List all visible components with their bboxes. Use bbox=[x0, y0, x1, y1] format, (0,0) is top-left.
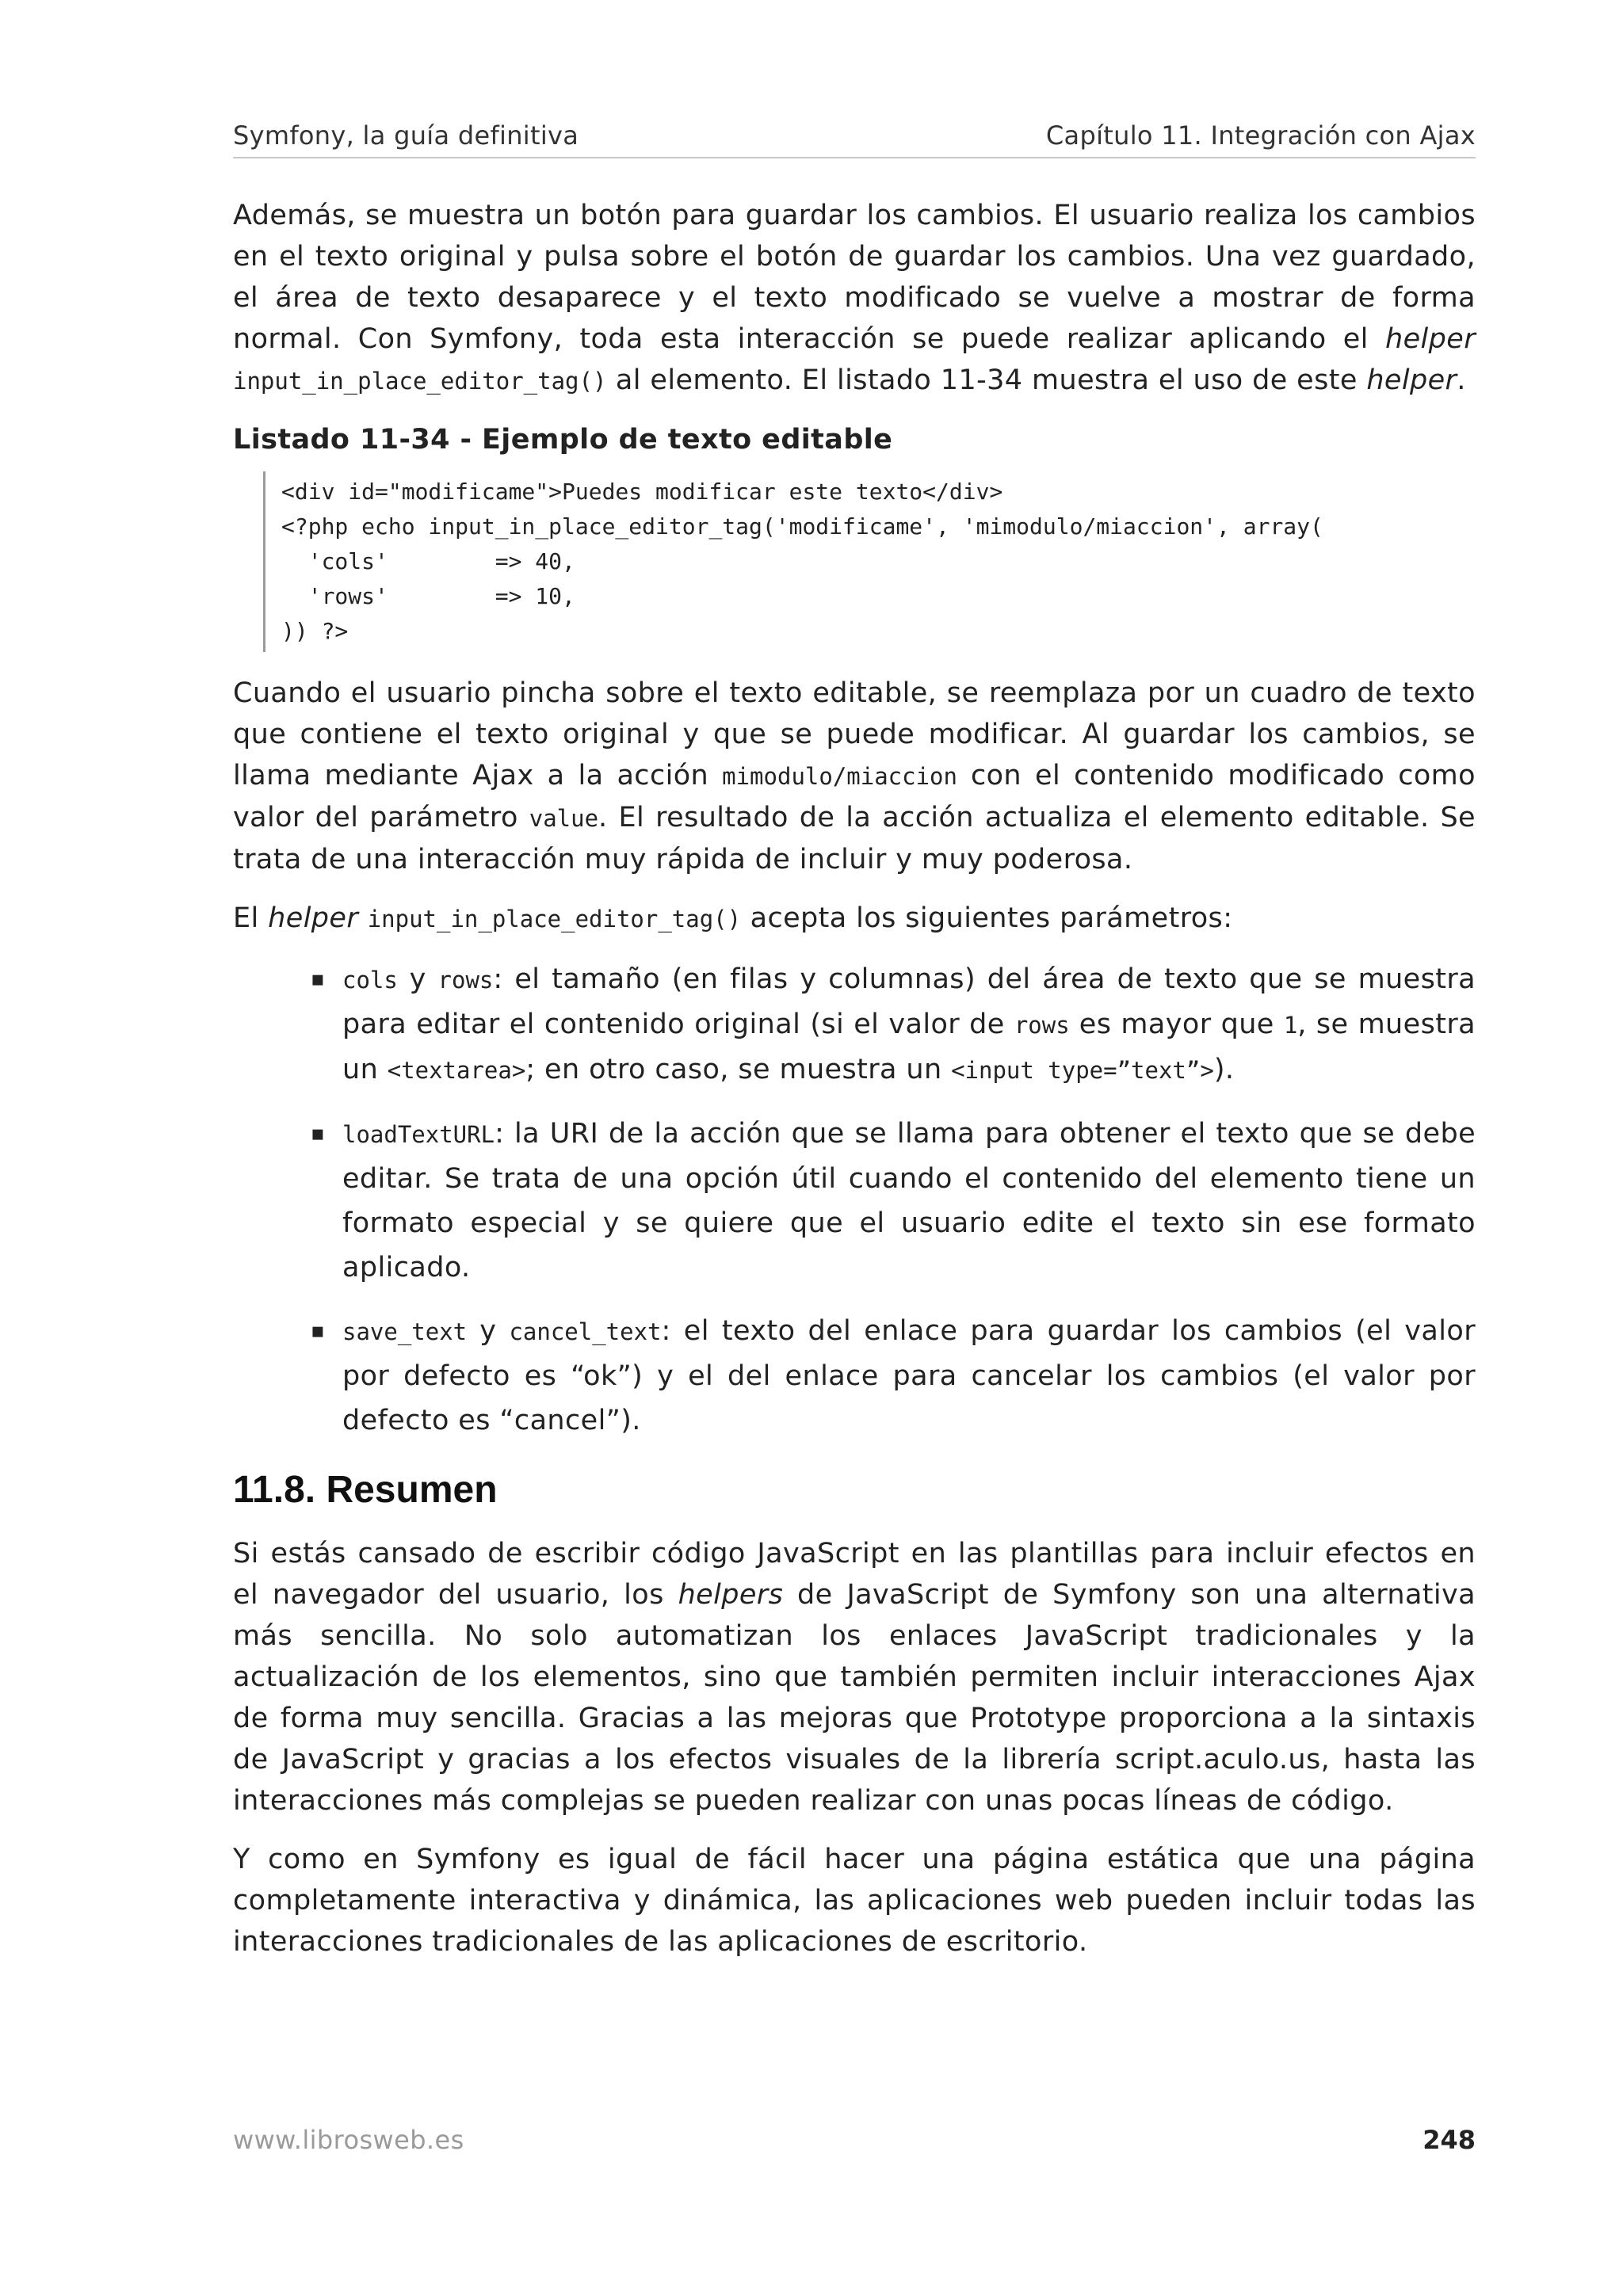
inline-code: rows bbox=[437, 967, 494, 994]
text-run: al elemento. El listado 11-34 muestra el uso de este bbox=[606, 364, 1367, 396]
parameter-list bbox=[233, 957, 1476, 1443]
text-run: ; en otro caso, se muestra un bbox=[525, 1054, 952, 1085]
paragraph-intro bbox=[233, 195, 1476, 402]
code-line: <div id="modificame">Puedes modificar este texto</div> bbox=[281, 479, 1003, 505]
text-run: Y como en Symfony es igual de fácil hacer una página estática que una página completamente interactiva y dinámica, las aplicaciones web pueden incluir todas las interacciones tradicionales de las aplicaciones de escritorio. bbox=[233, 1844, 1476, 1958]
text-run: ). bbox=[1213, 1054, 1235, 1085]
page-content bbox=[233, 195, 1476, 1980]
chapter-title: Capítulo 11. Integración con Ajax bbox=[1045, 120, 1476, 151]
inline-code: input_in_place_editor_tag() bbox=[367, 906, 742, 933]
paragraph-params-intro bbox=[233, 898, 1476, 940]
paragraph-behavior bbox=[233, 673, 1476, 880]
text-run: : la URI de la acción que se llama para obtener el texto que se debe editar. Se trata de una opción útil cuando el contenido del elemento tiene un formato especial y se quiere que el usuario edite el texto sin ese formato aplicado. bbox=[342, 1118, 1476, 1283]
text-run: . El resultado de la acción actualiza el elemento editable. Se trata de una interacción muy rápida de incluir y muy poderosa. bbox=[233, 802, 1476, 875]
bullet-icon: ▪ bbox=[311, 1122, 326, 1146]
emphasis: helper bbox=[1366, 364, 1457, 396]
inline-code: <textarea> bbox=[387, 1057, 526, 1084]
paragraph-closing bbox=[233, 1839, 1476, 1962]
list-item bbox=[311, 1112, 1476, 1290]
list-item bbox=[311, 957, 1476, 1093]
bullet-icon: ▪ bbox=[311, 967, 326, 991]
text-run: . bbox=[1457, 364, 1466, 396]
text-run: de JavaScript de Symfony son una alternativa más sencilla. No solo automatizan los enlaces JavaScript tradicionales y la actualización de los elementos, sino que también permiten incluir interacciones Ajax de forma muy sencilla. Gracias a las mejoras que Prototype proporciona a la sintaxis de JavaScript y gracias a los efectos visuales de la librería script.aculo.us, hasta las interacciones más complejas se pueden realizar con unas pocas líneas de código. bbox=[233, 1579, 1476, 1817]
inline-code: input_in_place_editor_tag() bbox=[233, 368, 607, 395]
code-line: 'rows' => 10, bbox=[281, 583, 575, 609]
list-item bbox=[311, 1309, 1476, 1443]
text-run: El bbox=[233, 902, 269, 934]
code-line: <?php echo input_in_place_editor_tag('modificame', 'mimodulo/miaccion', array( bbox=[281, 513, 1323, 540]
inline-code: save_text bbox=[342, 1318, 468, 1345]
text-run: y bbox=[397, 963, 438, 995]
text-run: , se muestra un bbox=[342, 1009, 1476, 1085]
code-listing bbox=[263, 471, 1476, 652]
code-line: )) ?> bbox=[281, 618, 349, 644]
inline-code: 1 bbox=[1283, 1012, 1298, 1039]
listing-title: Listado 11-34 - Ejemplo de texto editable bbox=[233, 424, 893, 456]
inline-code: rows bbox=[1014, 1012, 1070, 1039]
page-number: 248 bbox=[1423, 2125, 1476, 2155]
page-footer bbox=[233, 2125, 1476, 2164]
text-run: : el texto del enlace para guardar los cambios (el valor por defecto es “ok”) y el del enlace para cancelar los cambios (el valor por defecto es “cancel”). bbox=[342, 1315, 1476, 1436]
text-run: es mayor que bbox=[1069, 1009, 1284, 1040]
inline-code: cols bbox=[342, 967, 398, 994]
inline-code: <input type=”text”> bbox=[951, 1057, 1214, 1084]
text-run: con el contenido modificado como valor del parámetro bbox=[233, 760, 1476, 833]
website-link[interactable]: www.librosweb.es bbox=[233, 2125, 464, 2155]
text-run: Además, se muestra un botón para guardar los cambios. El usuario realiza los cambios en el texto original y pulsa sobre el botón de guardar los cambios. Una vez guardado, el área de texto desaparece y el texto modificado se vuelve a mostrar de forma normal. Con Symfony, toda esta interacción se puede realizar aplicando el bbox=[233, 200, 1476, 355]
text-run: Si estás cansado de escribir código JavaScript en las plantillas para incluir efectos en el navegador del usuario, los bbox=[233, 1538, 1476, 1611]
page-header bbox=[233, 117, 1476, 158]
code-line: 'cols' => 40, bbox=[281, 548, 575, 574]
text-run: y bbox=[467, 1315, 510, 1347]
inline-code: loadTextURL bbox=[342, 1121, 495, 1148]
book-title: Symfony, la guía definitiva bbox=[233, 120, 579, 151]
emphasis: helper bbox=[1385, 323, 1476, 355]
inline-code: cancel_text bbox=[509, 1318, 662, 1345]
bullet-icon: ▪ bbox=[311, 1319, 326, 1343]
text-run: acepta los siguientes parámetros: bbox=[741, 902, 1233, 934]
inline-code: value bbox=[529, 805, 599, 832]
text-run: Cuando el usuario pincha sobre el texto editable, se reemplaza por un cuadro de texto que contiene el texto original y que se puede modificar. Al guardar los cambios, se llama mediante Ajax a la acción bbox=[233, 677, 1476, 791]
section-heading: 11.8. Resumen bbox=[233, 1469, 498, 1511]
paragraph-summary bbox=[233, 1533, 1476, 1821]
emphasis: helpers bbox=[678, 1579, 784, 1611]
text-run: : el tamaño (en filas y columnas) del área de texto que se muestra para editar el contenido original (si el valor de bbox=[342, 963, 1476, 1040]
inline-code: mimodulo/miaccion bbox=[722, 763, 957, 790]
emphasis: helper bbox=[268, 902, 359, 934]
